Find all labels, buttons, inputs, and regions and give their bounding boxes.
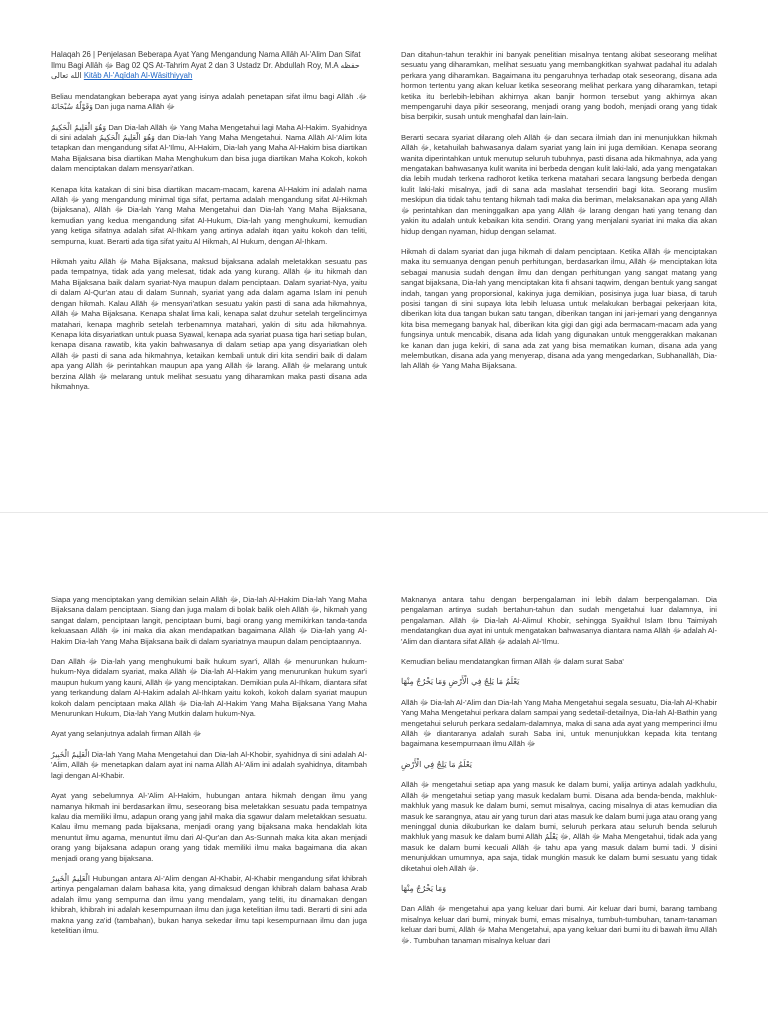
arabic-inline: الْعَلِيمُ الْخَبِيرُ [51, 749, 90, 759]
page1-header [51, 50, 367, 82]
page1-left-paragraph-1 [51, 92, 367, 113]
document-page-2 [0, 512, 768, 1025]
page2-left-paragraph-5: Ayat yang sebelumnya Al-'Alim Al-Hakim, hubungan antara hikmah dengan ilmu yang namanya hikmah ini berdasarkan ilmu, seseorang bisa meletakkan sesuatu pada tempatnya kalau dia memiliki ilmu, adapun orang yang jahil maka dia sgawur dalam meletakkan sesuatu. Kalau ilmu memang pada bijaksana, menjadi orang yang bijaksana maka hendaklah kita menuntut ilmu agama, menuntut ilmu dari Al-Qur'an dan As-Sunnah maka kita akan menjadi orang yang bijaksana adapun orang yang tidak memiliki ilmu maka bagaimana dia akan menjadi orang yang bijaksana. [51, 791, 367, 863]
arabic-verse-3: وَمَا يَخْرُجُ مِنْهَا [401, 883, 447, 893]
page2-left-column [51, 595, 367, 946]
arabic-inline: وَهُوَ الْعَلِيمُ الْحَكِيمُ [51, 122, 107, 132]
page1-left-paragraph-3: Kenapa kita katakan di sini bisa diartikan macam-macam, karena Al-Hakim ini adalah nama Allāh ﷻ yang mengandung minimal tiga sifat, pertama adalah mengandung sifat Al-Hikmah (bijaksana), Allāh ﷻ Dia-lah Yang Maha Mengetahui dan Dia-lah Yang Maha Bijaksana, kemudian yang kedua mengandung sifat Al-Hukum, Dia-lah yang menghukumi, kemudian yang ketiga sifatnya adalah sifat Al-Ihkam yang artinya adalah itqan yaitu kokoh dan teliti, sempurna, kuat. Berarti ada tiga sifat yaitu Al Hikmah, Al Hukum, dengan Al-Ihkam. [51, 184, 367, 246]
page1-right-paragraph-2: Berarti secara syariat dilarang oleh Allāh ﷻ dan secara ilmiah dan ini menunjukkan hikmah Allāh ﷻ, ketahuilah bahwasanya dalam syariat yang lain ini juga demikian. Kenapa seorang wanita diperintahkan untuk menutup seluruh tubuhnya, pasti disana ada hikmahnya, ada yang mengatakan bahwasanya kulit wanita ini berbeda dengan kulit laki-laki, ada yang mengatakan dia lebih mudah terkena radhorot ketika terkena matahari secara langsung berbeda dengan kulit laki-laki misalnya, jadi di sana ada maslahat tersendiri bagi kita. Seorang muslim meskipun dia tidak tahu tentang hikmah tadi maka dia beriman, melaksanakan apa yang Allāh ﷻ perintahkan dan meninggalkan apa yang Allāh ﷻ larang dengan hati yang tenang dan yakin itu adalah untuk kebaikan kita sendiri. Orang yang menjalani syariat ini maka dia akan hidup dengan nyaman, hidup dengan selamat. [401, 132, 717, 236]
page2-right-paragraph-8: Dan Allāh ﷻ mengetahui apa yang keluar dari bumi. Air keluar dari bumi, barang tambang misalnya keluar dari bumi, minyak bumi, emas misalnya, tumbuh-tumbuhan, tanam-tanaman keluar dari bumi, Allāh ﷻ Maha Mengetahui, apa yang keluar dari bumi itu di bawah ilmu Allāh ﷻ. Tumbuhan tanaman misalnya keluar dari [401, 904, 717, 945]
arabic-inline: الْعَلِيمُ الْخَبِيرُ [51, 873, 90, 883]
book-link[interactable]: Kitāb Al-'Aqīdah Al-Wāsithiyyah [83, 71, 193, 81]
page2-left-paragraph-2: Dan Allāh ﷻ Dia-lah yang menghukumi baik hukum syar'i, Allāh ﷻ menurunkan hukum-hukum-Nya didalam syariat, maka Allāh ﷻ Dia-lah Al-Hakim yang menurunkan hukum syar'i maupun hukum yang kauni, Allāh ﷻ yang menciptakan. Demikian pula Al-Ihkam, diantara sifat yang terkandung dalam Al-Hakim adalah Al-Ihkam yaitu kokoh, kokoh dalam syariat maupun kokoh dalam penciptaan maka Allāh ﷻ Dia-lah Al-Hakim Yang Maha Bijaksana Yang Maha Menurunkan Hukum, Dia-lah Yang Mutkin dalam hukum-Nya. [51, 657, 368, 719]
paragraph-text: Dia-lah Yang Maha Mengetahui dan Dia-lah Al-Khobir, syahidnya di sini adalah Al-'Alim, Allāh ﷻ menetapkan dalam ayat ini nama Allāh Al-'Alim ini adalah syahidnya, ditambah lagi dengan Al-Khabir. [51, 749, 367, 780]
page1-right-paragraph-3: Hikmah di dalam syariat dan juga hikmah di dalam penciptaan. Ketika Allāh ﷻ menciptakan maka itu semuanya dengan penuh perhitungan, berdasarkan ilmu, Allāh ﷻ menciptakan kita sebagai manusia sudah dengan ilmu dan dengan perhitungan yang sangat matang yang sangat bijaksana, Dia-lah yang menciptakan kita fi ahsani taqwim, dengan bentuk yang sangat indah, tangan yang proporsional, kakinya juga demikian, posisinya juga luar biasa, di taruh posisi tangan di sini supaya kita lebih leluasa untuk melakukan berbagai pekerjaan kita, diberikan kita dua tangan bukan satu tangan, diberikan tangan ini jari-jemari yang dengannya kita bisa memegang banyak hal, diberikan kita gigi dan gigi ada bermacam-macam ada yang fungsinya untuk mencabik, disana ada lidah yang digunakan untuk menggerakkan makanan ke kanan dan juga kekiri, di sana ada zat yang bisa mematikan kuman, disana ada yang melembutkan, disana ada yang menyerap, disana ada yang mengedarkan, Subhanallāh, Dia-lah Allāh ﷻ Yang Maha Bijaksana. [401, 246, 717, 371]
page1-left-column [51, 50, 367, 402]
document-page-1 [0, 0, 768, 512]
article-header-text: Halaqah 26 | Penjelasan Beberapa Ayat Yang Mengandung Nama Allāh Al-'Alim Dan Sifat Ilmu Bagi Allāh ﷻ Bag 02 QS At-Tahrim Ayat 2 dan 3 Ustadz Dr. Abdullah Roy, M.A حفظه الله تعالى [51, 50, 361, 81]
page2-right-paragraph-4: Allāh ﷻ Dia-lah Al-'Alim dan Dia-lah Yang Maha Mengetahui segala sesuatu, Dia-lah Al-Khabir Yang Maha Mengetahui perkara dalam sampai yang sedetail-detailnya, Dia-lah Al-Bathin yang mengetahui seluruh perkara sedalam-dalamnya, maka di sana ada ayat yang memperinci ilmu Allāh ﷻ diantaranya adalah surah Saba ini, untuk menunjukkan kepada kita tentang bagaimana kesempurnaan ilmu Allāh ﷻ [401, 697, 718, 749]
paragraph-text: Dan Dia-lah Allāh ﷻ Yang Maha Mengetahui lagi Maha Al-Hakim. Syahidnya di sini adalah وَهُوَ الْعَلِيمُ الْحَكِيمُ dan Dia-lah Yang Maha Mengetahui. Nama Allāh Al-'Alim kita tetapkan dan mengandung sifat Al-'Ilmu, Al-Hakim, Dia-lah yang Maha Al-Hakim bisa diartikan Maha Bijaksana bisa diartikan Maha Menghukum dan bisa juga diartikan Maha Kokoh, kokoh dalam menciptakan dalam mensyari'atkan. [51, 122, 367, 174]
paragraph-text: Beliau mendatangkan beberapa ayat yang isinya adalah penetapan sifat ilmu bagi Allāh ﷻ. [51, 91, 367, 101]
arabic-verse-1: يَعْلَمُ مَا يَلِجُ فِي الْأَرْضِ وَمَا يَخْرُجُ مِنْهَا [401, 677, 520, 687]
page2-left-paragraph-4 [51, 750, 367, 781]
page1-right-column [401, 50, 717, 382]
page2-right-paragraph-1: Maknanya antara tahu dengan berpengalaman ini lebih dalam berpengalaman. Dia pengalaman artinya sudah bertahun-tahun dan sudah mengetahui luar dalamnya, ini pengalaman. Allāh ﷻ Dia-lah Al-Alimul Khobir, sehingga Syaikhul Islam Ibnu Taimiyah mendatangkan dua ayat ini untuk mengatakan bahwasanya diantara nama Allāh ﷻ adalah Al-'Alim dan diantara sifat Allāh ﷻ adalah Al-'Ilmu. [401, 595, 717, 646]
page1-right-paragraph-1: Dan ditahun-tahun terakhir ini banyak penelitian misalnya tentang akibat seseorang melihat sesuatu yang diharamkan, melihat sesuatu yang membangkitkan syahwat padahal itu adalah perkara yang diharamkan. Bagaimana itu pengaruhnya terhadap otak seseorang, disana ada hormon tertentu yang akan keluar ketika seseorang melihat perkara yang diharamkan, tetapi ketika itu berlebih-lebihan akhirnya akan banjir hormon tersebut yang akhirnya akan mempengaruhi daya pikir seseorang, menjadi orang yang bodoh, menjadi orang yang tidak bisa berpikir, susah untuk menghafal dan lain-lain. [401, 50, 717, 122]
page2-left-paragraph-1: Siapa yang menciptakan yang demikian selain Allāh ﷻ, Dia-lah Al-Hakim Dia-lah Yang Maha Bijaksana dalam penciptaan. Siang dan juga malam di bolak balik oleh Allāh ﷻ, hikmah yang sangat dalam, penciptaan langit, penciptaan bumi, bagi orang yang memikirkan tanda-tanda kekuasaan Allāh ﷻ ini maka dia akan mendapatkan bagaimana Allāh ﷻ Dia-lah yang Al-Hakim Dia-lah Yang Maha Bijaksana baik di dalam syariatnya maupun dalam penciptaannya. [51, 595, 367, 646]
page2-left-paragraph-3: Ayat yang selanjutnya adalah firman Allāh ﷻ [51, 729, 202, 739]
page1-left-paragraph-4: Hikmah yaitu Allāh ﷻ Maha Bijaksana, maksud bijaksana adalah meletakkan sesuatu pas pada tempatnya, tidak ada yang melesat, tidak ada yang kurang. Allāh ﷻ itu hikmah dan Maha Bijaksana baik dalam syariat-Nya maupun dalam penciptaan. Dalam syariat-Nya, yaitu di dalam Al-Qur'an atau di dalam Sunnah, syariat yang ada dalam agama Islam ini penuh dengan hikmah. Kalau Allāh ﷻ mensyari'atkan sesuatu yakin pasti di sana ada hikmahnya, Allāh ﷻ Maha Bijaksana. Kenapa shalat lima kali, kenapa salat dzuhur setelah tergelincirnya matahari, kenapa maghrib setelah terbenamnya matahari, yakin di situ ada hikmahnya. Kenapa kita disyariatkan untuk puasa Syawal, kenapa ada syariat puasa tiga hari setiap bulan, kenapa disana rawatib, kita yakin bahwasanya di dalam setiap apa yang disyariatkan oleh Allāh ﷻ pasti di sana ada hikmahnya, ketaikan kembali untuk diri kita sendiri baik di dalam apa yang Allāh ﷻ perintahkan maupun apa yang Allāh ﷻ larang. Allāh ﷻ melarang untuk berzina Allāh ﷻ melarang untuk melihat sesuatu yang diharamkan maka pasti disana ada hikmahnya. [51, 257, 368, 391]
page2-left-paragraph-6 [51, 874, 367, 936]
paragraph-text: Hubungan antara Al-'Alim dengan Al-Khabir, Al-Khabir mengandung sifat khibrah artinya pengalaman dalam bahasa kita, yang dimaksud dengan khibrah dalam bahasa Arab adalah ilmu yang sempurna dan ilmu yang mendalam, yang teliti, itu dinamakan dengan khibrah, khibrah ini adalah kesempurnaan ilmu dan juga ketelitian ilmu tadi. Berarti di sini ada makna yang za'id (tambahan), bukan hanya sekedar ilmu tapi kesempurnaan ilmu dan juga ketelitian ilmu. [51, 873, 367, 935]
arabic-verse-2: يَعْلَمُ مَا يَلِجُ فِي الْأَرْضِ [401, 759, 473, 769]
paragraph-text: Dan juga nama Allāh ﷻ [94, 102, 175, 112]
page1-left-paragraph-2 [51, 123, 367, 175]
page2-right-paragraph-2: Kemudian beliau mendatangkan firman Allāh ﷻ dalam surat Saba' [401, 657, 624, 667]
page2-right-paragraph-6: Allāh ﷻ mengetahui setiap apa yang masuk ke dalam bumi, yalija artinya adalah yadkhulu, Allāh ﷻ mengetahui setiap yang masuk kedalam bumi. Disana ada benda-benda, makhluk-makhluk yang masuk ke dalam bumi, semut misalnya, cacing misalnya di atas kemudian dia masuk ke sarangnya, atau air yang turun dari atas masuk ke dalam bumi juga atau orang yang meninggal dunia dikuburkan ke dalam bumi, seluruh perkara atau seluruh benda seluruh makhluk yang masuk ke dalam bumi Allāh ﷻ يَعْلَمُ, Allāh ﷻ Maha Mengetahui, tidak ada yang masuk ke dalam bumi kecuali Allāh ﷻ tahu apa yang masuk dalam bumi tadi. لا disini menunjukkan umumnya, apa saja, tidak mungkin masuk ke dalam bumi sesuatu yang tidak diketahui oleh Allāh ﷻ. [401, 780, 718, 873]
page2-right-column [401, 595, 717, 956]
arabic-inline: وَقَوْلُهُ سُبْحَانَهُ [51, 102, 93, 112]
